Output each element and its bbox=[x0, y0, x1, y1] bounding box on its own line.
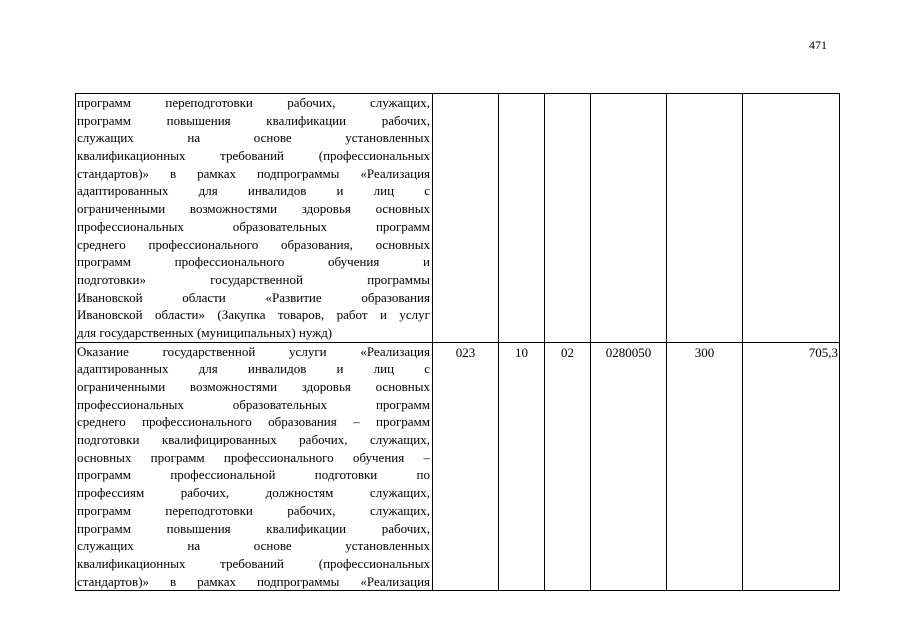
subsection-cell: 02 bbox=[545, 342, 591, 591]
description-line: стандартов)» в рамках подпрограммы «Реализация bbox=[77, 165, 430, 181]
description-line: основных программ профессионального обучения – bbox=[77, 449, 430, 465]
budget-table bbox=[75, 93, 840, 591]
row-description bbox=[76, 342, 433, 591]
description-line: подготовки» государственной программы bbox=[77, 271, 430, 287]
description-line: квалификационных требований (профессиональных bbox=[77, 555, 430, 571]
subsection-cell bbox=[545, 94, 591, 343]
description-line: служащих на основе установленных bbox=[77, 538, 430, 554]
description-line: ограниченными возможностями здоровья основных bbox=[77, 379, 430, 394]
description-line: стандартов)» в рамках подпрограммы «Реализация bbox=[77, 573, 430, 589]
description-line: адаптированных для инвалидов и лиц с bbox=[77, 183, 430, 199]
description-line: Оказание государственной услуги «Реализация bbox=[77, 343, 430, 359]
description-line: программ повышения квалификации рабочих, bbox=[77, 112, 430, 128]
description-line: среднего профессионального образования, основных bbox=[77, 236, 430, 252]
page-number: 471 bbox=[809, 38, 827, 52]
row-description bbox=[76, 94, 433, 343]
description-line: программ переподготовки рабочих, служащих, bbox=[77, 502, 430, 518]
description-line: профессиональных образовательных программ bbox=[77, 396, 430, 412]
target-article-cell bbox=[591, 94, 667, 343]
amount-cell: 705,3 bbox=[743, 342, 840, 591]
description-line: программ переподготовки рабочих, служащих, bbox=[77, 95, 430, 110]
admin-code-cell: 023 bbox=[433, 342, 499, 591]
description-line: ограниченными возможностями здоровья основных bbox=[77, 201, 430, 217]
description-line: Ивановской области» (Закупка товаров, работ и услуг bbox=[77, 307, 430, 323]
amount-cell bbox=[743, 94, 840, 343]
description-line: программ повышения квалификации рабочих, bbox=[77, 520, 430, 536]
table-row bbox=[76, 342, 840, 591]
description-line: профессиональных образовательных программ bbox=[77, 218, 430, 234]
section-cell: 10 bbox=[499, 342, 545, 591]
description-line: среднего профессионального образования – программ bbox=[77, 414, 430, 430]
description-line: Ивановской области «Развитие образования bbox=[77, 289, 430, 305]
description-line: квалификационных требований (профессиональных bbox=[77, 148, 430, 164]
table-row bbox=[76, 94, 840, 343]
description-line: программ профессиональной подготовки по bbox=[77, 467, 430, 483]
expense-type-cell: 300 bbox=[667, 342, 743, 591]
description-line: программ профессионального обучения и bbox=[77, 254, 430, 270]
description-line: для государственных (муниципальных) нужд) bbox=[77, 324, 333, 340]
description-line: адаптированных для инвалидов и лиц с bbox=[77, 361, 430, 377]
description-line: служащих на основе установленных bbox=[77, 130, 430, 146]
target-article-cell: 0280050 bbox=[591, 342, 667, 591]
description-line: профессиям рабочих, должностям служащих, bbox=[77, 485, 430, 501]
section-cell bbox=[499, 94, 545, 343]
description-line: подготовки квалифицированных рабочих, служащих, bbox=[77, 432, 430, 448]
admin-code-cell bbox=[433, 94, 499, 343]
expense-type-cell bbox=[667, 94, 743, 343]
